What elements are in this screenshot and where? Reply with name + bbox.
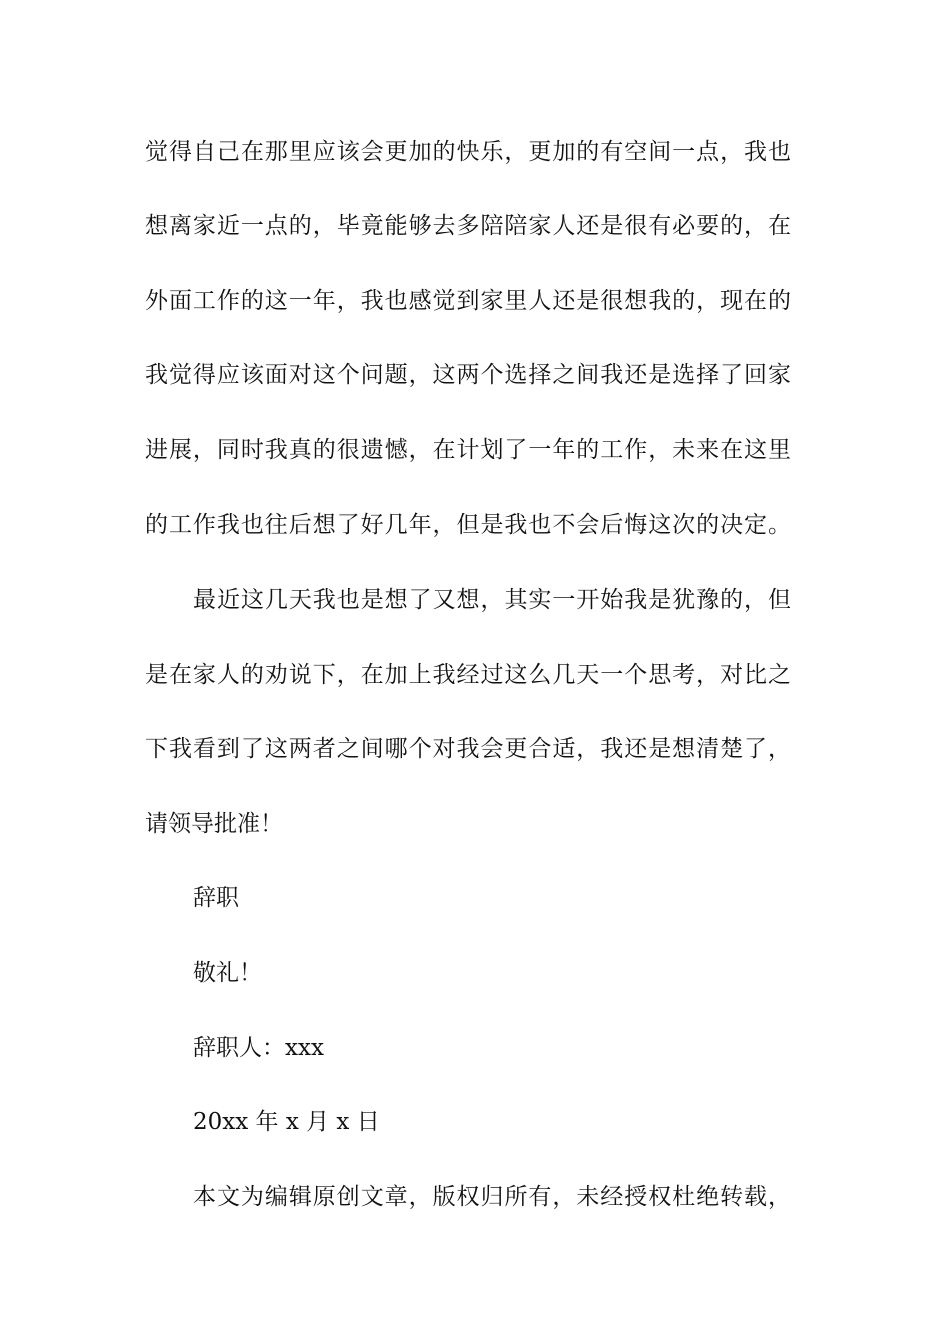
footer-note: 本文为编辑原创文章，版权归所有，未经授权杜绝转载， xyxy=(193,1184,791,1210)
paragraph-2-line-4: 请领导批准！ xyxy=(145,811,283,837)
paragraph-1-line-2: 想离家近一点的，毕竟能够去多陪陪家人还是很有必要的，在 xyxy=(145,213,791,239)
paragraph-1-line-6: 的工作我也往后想了好几年，但是我也不会后悔这次的决定。 xyxy=(145,512,791,538)
paragraph-1-line-1: 觉得自己在那里应该会更加的快乐，更加的有空间一点，我也 xyxy=(145,139,791,165)
paragraph-2-line-3: 下我看到了这两者之间哪个对我会更合适，我还是想清楚了， xyxy=(145,736,791,762)
closing-resignation: 辞职 xyxy=(193,885,239,911)
paragraph-2-line-1: 最近这几天我也是想了又想，其实一开始我是犹豫的，但 xyxy=(193,587,791,613)
paragraph-1-line-5: 进展，同时我真的很遗憾，在计划了一年的工作，未来在这里 xyxy=(145,437,791,463)
signature-line: 辞职人：xxx xyxy=(193,1035,324,1061)
date-line: 20xx 年 x 月 x 日 xyxy=(193,1109,380,1135)
closing-salutation: 敬礼！ xyxy=(193,960,262,986)
paragraph-1-line-4: 我觉得应该面对这个问题，这两个选择之间我还是选择了回家 xyxy=(145,362,791,388)
paragraph-2-line-2: 是在家人的劝说下，在加上我经过这么几天一个思考，对比之 xyxy=(145,662,791,688)
paragraph-1-line-3: 外面工作的这一年，我也感觉到家里人还是很想我的，现在的 xyxy=(145,288,791,314)
